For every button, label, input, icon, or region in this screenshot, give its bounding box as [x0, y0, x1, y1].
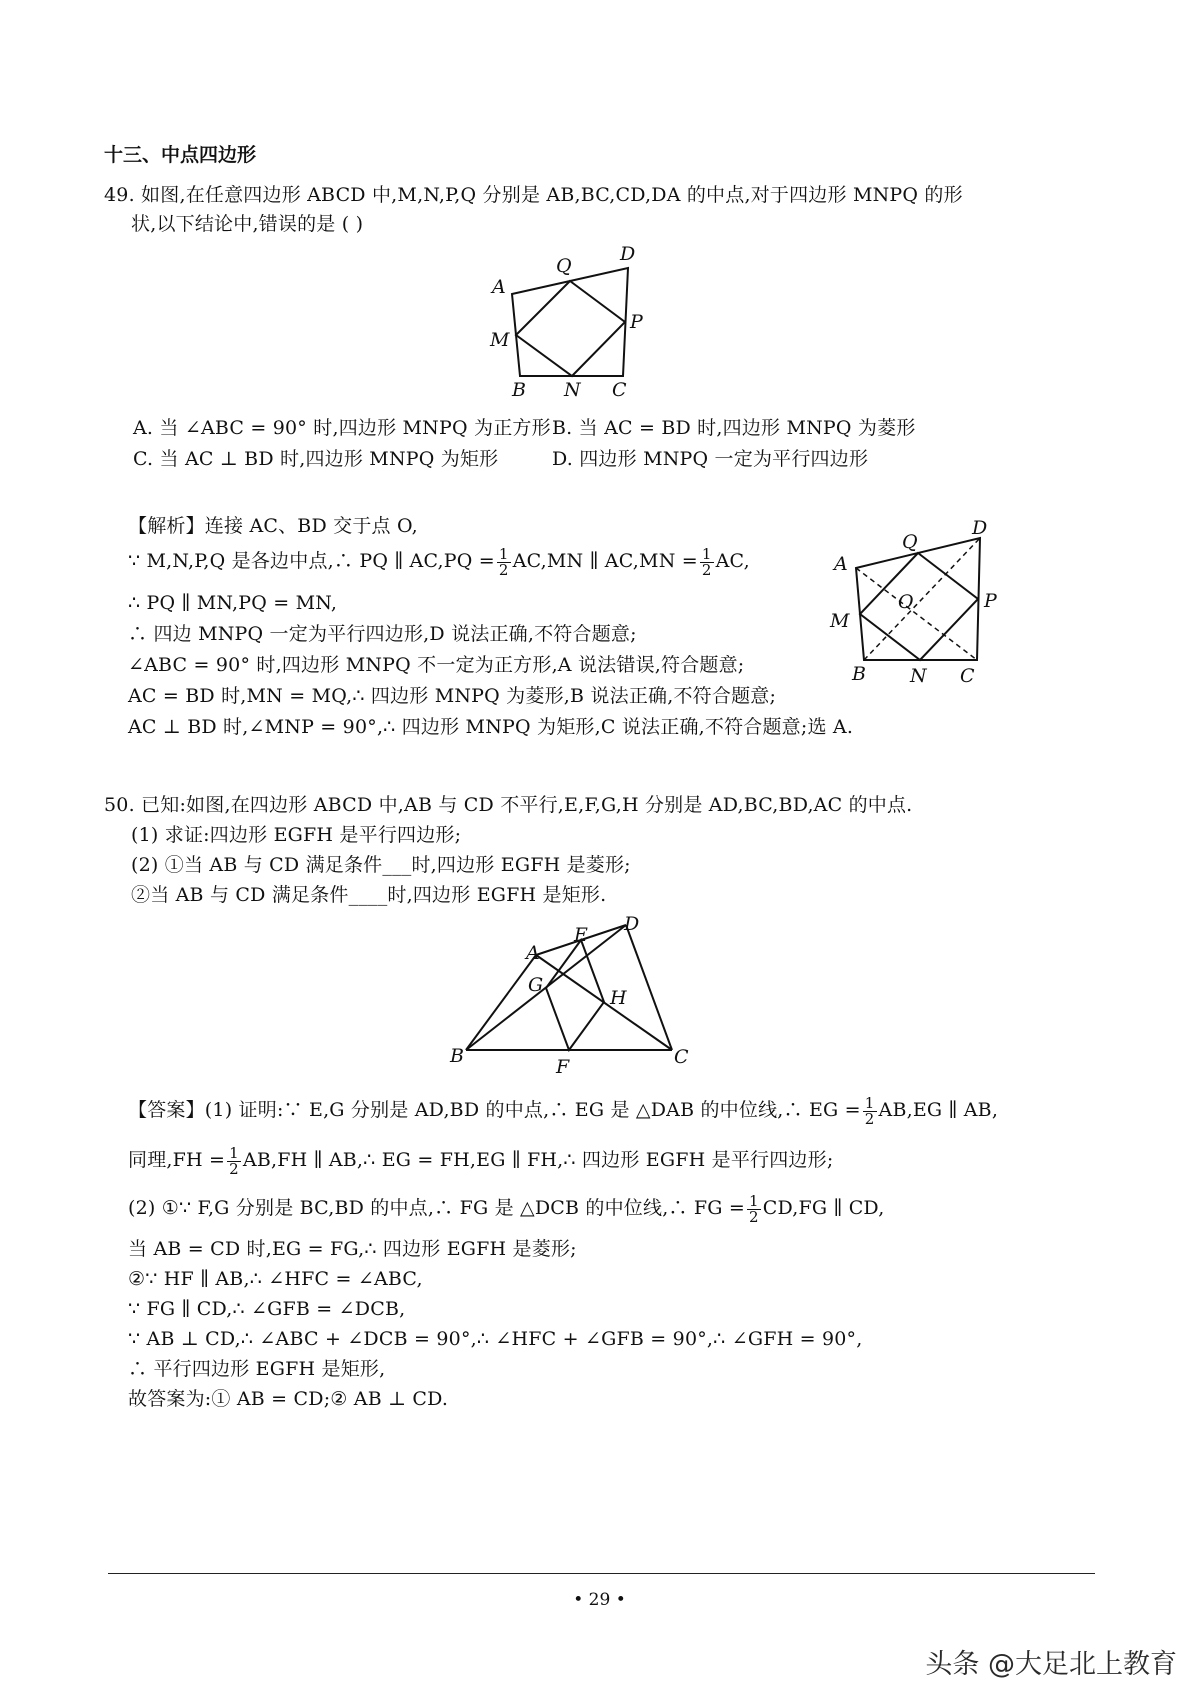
- answer-line6: ∵ FG ∥ CD,∴ ∠GFB = ∠DCB,: [128, 1298, 406, 1320]
- label-M: M: [490, 329, 510, 351]
- q50-stem-line4: ②当 AB 与 CD 满足条件____时,四边形 EGFH 是矩形.: [131, 884, 607, 906]
- label-Q: Q: [902, 531, 918, 553]
- label-D: D: [972, 517, 988, 539]
- answer-line8: ∴ 平行四边形 EGFH 是矩形,: [128, 1358, 386, 1380]
- quad-egfh: [546, 940, 604, 1050]
- label-C: C: [960, 665, 975, 687]
- fraction-half: $\frac{1}{2}$: [701, 544, 712, 579]
- quad-mnpq: [516, 281, 625, 376]
- label-B: B: [852, 663, 866, 685]
- label-B: B: [450, 1045, 464, 1067]
- q49-figure: [480, 236, 660, 406]
- answer-line9: 故答案为:① AB = CD;② AB ⊥ CD.: [128, 1388, 449, 1410]
- answer-line2: 同理,FH = $\frac{1}{2}$ AB,FH ∥ AB,∴ EG = FH,EG ∥ FH,∴ 四边形 EGFH 是平行四边形;: [128, 1143, 834, 1178]
- label-E: E: [574, 924, 588, 946]
- analysis-line1: 【解析】连接 AC、BD 交于点 O,: [128, 515, 418, 537]
- analysis-line4: ∴ 四边 MNPQ 一定为平行四边形,D 说法正确,不符合题意;: [128, 623, 637, 645]
- label-G: G: [528, 974, 544, 996]
- q50-stem-line1: 50. 已知:如图,在四边形 ABCD 中,AB 与 CD 不平行,E,F,G,H 分别是 AD,BC,BD,AC 的中点.: [104, 794, 913, 816]
- answer-line4: 当 AB = CD 时,EG = FG,∴ 四边形 EGFH 是菱形;: [128, 1238, 577, 1260]
- section-title: 十三、中点四边形: [104, 144, 257, 166]
- label-A: A: [492, 276, 506, 298]
- label-D: D: [624, 913, 640, 935]
- label-D: D: [620, 243, 636, 265]
- q49-option-b: B. 当 AC = BD 时,四边形 MNPQ 为菱形: [552, 417, 916, 439]
- q49-analysis-figure: [820, 510, 1020, 690]
- answer-line5: ②∵ HF ∥ AB,∴ ∠HFC = ∠ABC,: [128, 1268, 423, 1290]
- q50-stem-line2: (1) 求证:四边形 EGFH 是平行四边形;: [131, 824, 462, 846]
- label-M: M: [830, 610, 850, 632]
- label-F: F: [556, 1056, 570, 1078]
- label-B: B: [512, 379, 526, 401]
- label-C: C: [674, 1046, 689, 1068]
- label-Q: Q: [556, 255, 572, 277]
- label-A: A: [526, 942, 540, 964]
- quad-mnpq: [860, 553, 978, 660]
- answer-line3: (2) ①∵ F,G 分别是 BC,BD 的中点,∴ FG 是 △DCB 的中位线,∴ FG = $\frac{1}{2}$ CD,FG ∥ CD,: [128, 1191, 885, 1226]
- q49-stem-line1: 49. 如图,在任意四边形 ABCD 中,M,N,P,Q 分别是 AB,BC,CD,DA 的中点,对于四边形 MNPQ 的形: [104, 184, 963, 206]
- label-P: P: [984, 590, 997, 612]
- q50-figure: [440, 905, 700, 1080]
- diagonal-ac: [856, 568, 977, 660]
- label-P: P: [630, 311, 643, 333]
- label-A: A: [834, 553, 848, 575]
- label-N: N: [910, 665, 927, 687]
- q49-option-d: D. 四边形 MNPQ 一定为平行四边形: [552, 448, 869, 470]
- q50-stem-line3: (2) ①当 AB 与 CD 满足条件___时,四边形 EGFH 是菱形;: [131, 854, 631, 876]
- label-N: N: [564, 379, 581, 401]
- fraction-half: $\frac{1}{2}$: [749, 1191, 759, 1226]
- analysis-line6: AC = BD 时,MN = MQ,∴ 四边形 MNPQ 为菱形,B 说法正确,不符合题意;: [128, 685, 777, 707]
- fraction-half: $\frac{1}{2}$: [498, 544, 509, 579]
- q49-stem-line2: 状,以下结论中,错误的是 ( ): [131, 213, 364, 235]
- label-O: O: [898, 591, 914, 613]
- label-C: C: [612, 379, 627, 401]
- fraction-half: $\frac{1}{2}$: [864, 1093, 875, 1128]
- q49-option-c: C. 当 AC ⊥ BD 时,四边形 MNPQ 为矩形: [133, 448, 499, 470]
- page-number: • 29 •: [573, 1590, 626, 1610]
- fraction-half: $\frac{1}{2}$: [229, 1143, 239, 1178]
- side-cd: [626, 925, 672, 1050]
- analysis-line7: AC ⊥ BD 时,∠MNP = 90°,∴ 四边形 MNPQ 为矩形,C 说法正确,不符合题意;选 A.: [128, 716, 854, 738]
- answer-line7: ∵ AB ⊥ CD,∴ ∠ABC + ∠DCB = 90°,∴ ∠HFC + ∠GFB = 90°,∴ ∠GFH = 90°,: [128, 1328, 863, 1350]
- q49-option-a: A. 当 ∠ABC = 90° 时,四边形 MNPQ 为正方形: [133, 417, 551, 439]
- analysis-line2: ∵ M,N,P,Q 是各边中点,∴ PQ ∥ AC,PQ = $\frac{1}{2}$ AC,MN ∥ AC,MN = $\frac{1}{2}$ AC,: [128, 544, 750, 579]
- analysis-line3: ∴ PQ ∥ MN,PQ = MN,: [128, 592, 338, 614]
- footer-rule: [108, 1573, 1095, 1574]
- analysis-line5: ∠ABC = 90° 时,四边形 MNPQ 不一定为正方形,A 说法错误,符合题意;: [128, 654, 745, 676]
- answer-line1: 【答案】(1) 证明:∵ E,G 分别是 AD,BD 的中点,∴ EG 是 △DAB 的中位线,∴ EG = $\frac{1}{2}$ AB,EG ∥ AB,: [128, 1093, 999, 1128]
- label-H: H: [610, 987, 627, 1009]
- watermark: 头条 @大足北上教育: [925, 1649, 1177, 1680]
